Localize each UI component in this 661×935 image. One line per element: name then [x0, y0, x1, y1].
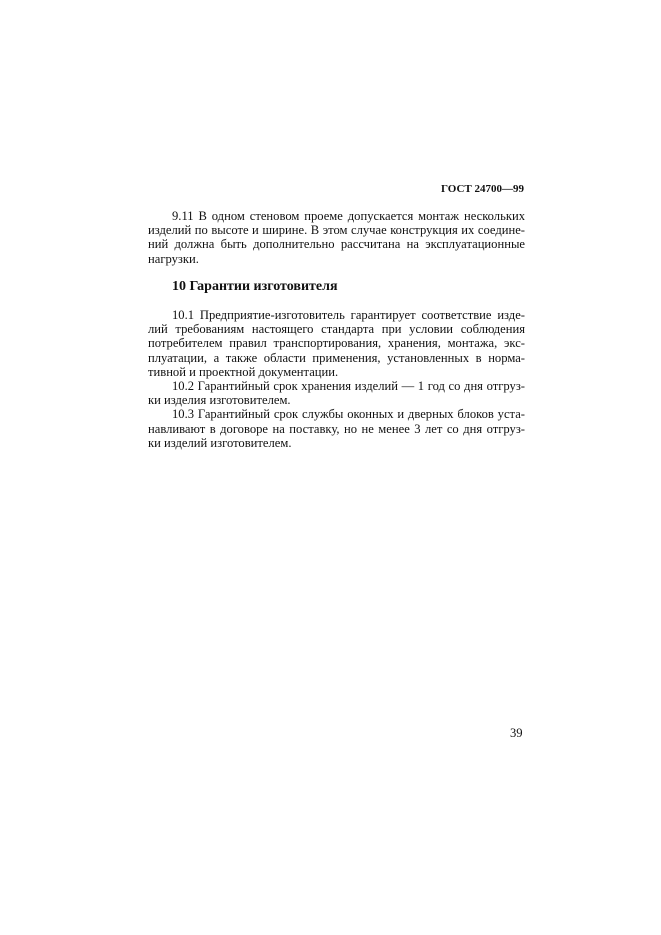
text-line: ний должна быть дополнительно рассчитана на эксплуатационные: [148, 237, 525, 252]
text-line: 10.2 Гарантийный срок хранения изделий — 1 год со дня отгруз-: [172, 378, 525, 393]
text-line: плуатации, а также области применения, установленных в норма-: [148, 350, 525, 365]
document-code-header: ГОСТ 24700—99: [441, 183, 524, 195]
text-line: тивной и проектной документации.: [148, 364, 339, 379]
paragraph-9-11: [148, 209, 525, 266]
text-line: 10.3 Гарантийный срок службы оконных и дверных блоков уста-: [172, 407, 525, 422]
paragraph-10-1: [148, 308, 525, 450]
text-line: ки изделий изготовителем.: [148, 435, 292, 450]
page-number: 39: [510, 726, 523, 740]
text-line: изделий по высоте и ширине. В этом случае конструкция их соедине-: [148, 223, 525, 238]
text-line: нагрузки.: [148, 251, 199, 266]
text-line: 9.11 В одном стеновом проеме допускается монтаж нескольких: [172, 209, 525, 223]
text-line: лий требованиям настоящего стандарта при условии соблюдения: [148, 322, 525, 337]
text-line: ки изделия изготовителем.: [148, 393, 291, 408]
text-line: 10.1 Предприятие-изготовитель гарантирует соответствие изде-: [172, 308, 525, 322]
text-line: потребителем правил транспортирования, хранения, монтажа, экс-: [148, 336, 525, 351]
section-heading: 10 Гарантии изготовителя: [172, 279, 338, 294]
text-line: навливают в договоре на поставку, но не менее 3 лет со дня отгруз-: [148, 421, 525, 436]
